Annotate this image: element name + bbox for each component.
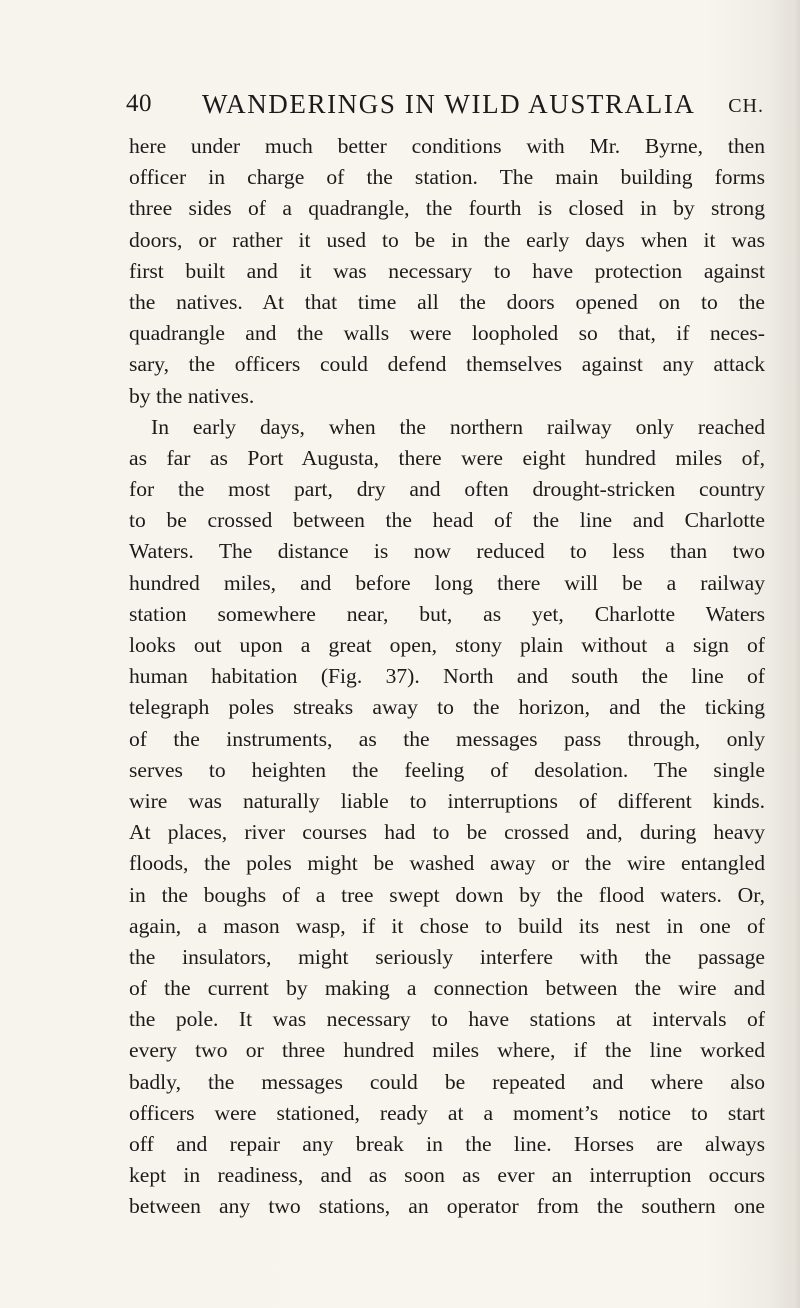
text-line: of the instruments, as the messages pass through, only [129, 726, 765, 751]
body-text [129, 131, 765, 1223]
text-line: station somewhere near, but, as yet, Charlotte Waters [129, 601, 765, 626]
text-line: hundred miles, and before long there will be a railway [129, 570, 765, 595]
text-line: doors, or rather it used to be in the early days when it was [129, 227, 765, 252]
paragraph-start-line: In early days, when the northern railway only reached [151, 414, 765, 439]
text-line: again, a mason wasp, if it chose to build its nest in one of [129, 913, 765, 938]
text-line: At places, river courses had to be crossed and, during heavy [129, 820, 765, 845]
text-line: badly, the messages could be repeated and where also [129, 1069, 765, 1094]
page-edge-shadow [786, 0, 800, 1308]
text-line: looks out upon a great open, stony plain without a sign of [129, 633, 765, 657]
text-line: three sides of a quadrangle, the fourth is closed in by strong [129, 196, 765, 221]
text-line: Waters. The distance is now reduced to less than two [129, 539, 765, 564]
text-line: officers were stationed, ready at a moment’s notice to start [129, 1100, 765, 1125]
text-line: quadrangle and the walls were loopholed so that, if neces- [129, 321, 765, 346]
text-line: between any two stations, an operator from the southern one [129, 1194, 765, 1219]
text-line: officer in charge of the station. The main building forms [129, 165, 765, 190]
running-title: WANDERINGS IN WILD AUSTRALIA [202, 89, 696, 119]
running-head [126, 84, 766, 124]
text-line: kept in readiness, and as soon as ever an interruption occurs [129, 1163, 765, 1188]
text-line: every two or three hundred miles where, if the line worked [129, 1038, 765, 1063]
text-line: to be crossed between the head of the line and Charlotte [129, 508, 765, 533]
text-line: off and repair any break in the line. Horses are always [129, 1132, 765, 1156]
paragraph-end-line: by the natives. [129, 383, 255, 408]
text-line: sary, the officers could defend themselves against any attack [129, 352, 765, 377]
text-line: telegraph poles streaks away to the horizon, and the ticking [129, 695, 765, 720]
text-line: the pole. It was necessary to have stations at intervals of [129, 1007, 765, 1032]
text-line: serves to heighten the feeling of desolation. The single [129, 757, 765, 782]
text-line: wire was naturally liable to interruptions of different kinds. [129, 788, 765, 813]
text-line: first built and it was necessary to have protection against [129, 258, 765, 283]
chapter-mark: CH. [728, 95, 764, 117]
text-line: human habitation (Fig. 37). North and south the line of [129, 664, 765, 689]
text-line: as far as Port Augusta, there were eight hundred miles of, [129, 445, 765, 470]
text-line: the natives. At that time all the doors opened on to the [129, 289, 765, 314]
text-line: here under much better conditions with Mr. Byrne, then [129, 134, 765, 158]
text-line: for the most part, dry and often drought-stricken country [129, 477, 765, 502]
text-line: in the boughs of a tree swept down by the flood waters. Or, [129, 882, 765, 907]
text-line: the insulators, might seriously interfere with the passage [129, 944, 765, 969]
text-line: of the current by making a connection between the wire and [129, 976, 765, 1001]
page-number: 40 [126, 90, 152, 117]
text-line: floods, the poles might be washed away or the wire entangled [129, 851, 765, 876]
